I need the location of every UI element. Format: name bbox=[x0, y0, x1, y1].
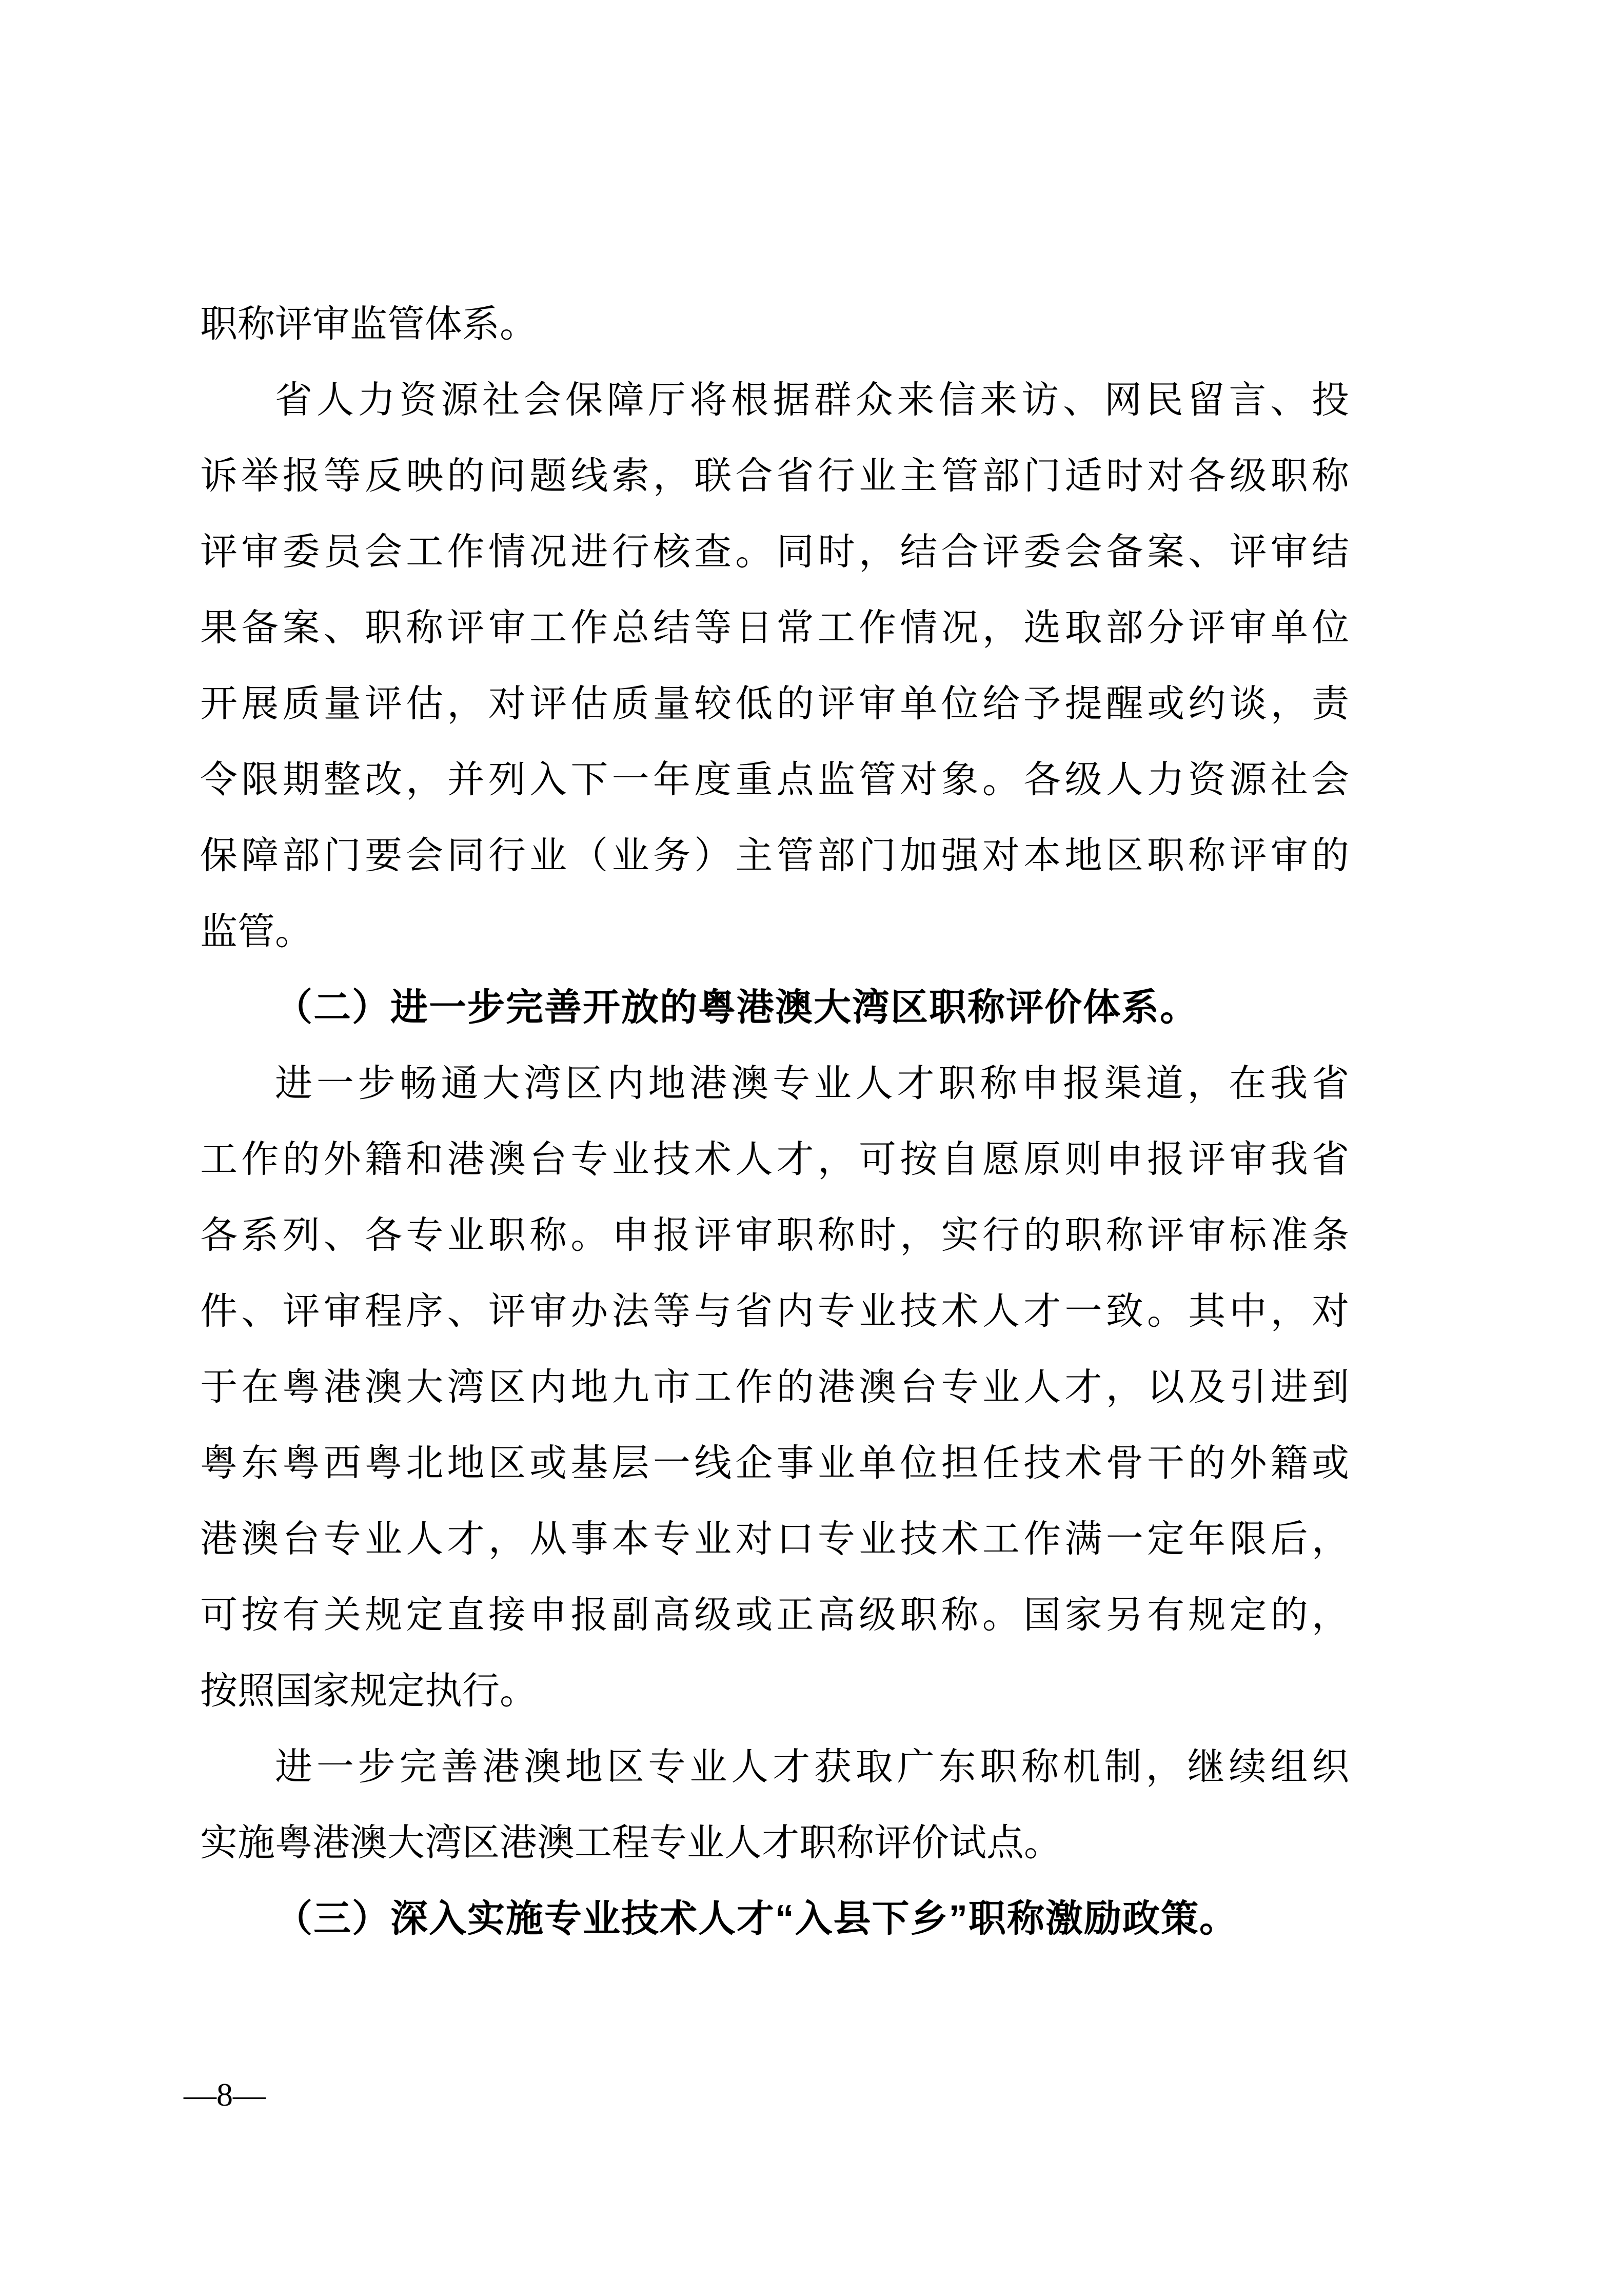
section-heading: （三）深入实施专业技术人才“入县下乡”职称激励政策。 bbox=[275, 1898, 1238, 1939]
text-line: 粤东粤西粤北地区或基层一线企事业单位担任技术骨干的外籍或 bbox=[200, 1442, 1349, 1484]
text-line: 件、评审程序、评审办法等与省内专业技术人才一致。其中，对 bbox=[200, 1290, 1349, 1332]
text-line: 开展质量评估，对评估质量较低的评审单位给予提醒或约谈，责 bbox=[200, 683, 1349, 724]
text-line: 于在粤港澳大湾区内地九市工作的港澳台专业人才，以及引进到 bbox=[200, 1366, 1349, 1408]
text-line: 令限期整改，并列入下一年度重点监管对象。各级人力资源社会 bbox=[200, 759, 1349, 800]
text-line: 按照国家规定执行。 bbox=[200, 1670, 537, 1712]
page-number: —8— bbox=[184, 2076, 266, 2113]
text-line: 职称评审监管体系。 bbox=[200, 303, 537, 345]
text-line: 港澳台专业人才，从事本专业对口专业技术工作满一定年限后， bbox=[200, 1518, 1349, 1560]
text-line: 各系列、各专业职称。申报评审职称时，实行的职称评审标准条 bbox=[200, 1214, 1349, 1256]
text-line: 进一步畅通大湾区内地港澳专业人才职称申报渠道，在我省 bbox=[275, 1063, 1349, 1104]
document-body bbox=[200, 286, 1349, 1957]
text-line: 监管。 bbox=[200, 911, 312, 952]
text-line: 可按有关规定直接申报副高级或正高级职称。国家另有规定的， bbox=[200, 1594, 1349, 1636]
text-line: 实施粤港澳大湾区港澳工程专业人才职称评价试点。 bbox=[200, 1822, 1061, 1863]
text-line: 进一步完善港澳地区专业人才获取广东职称机制，继续组织 bbox=[275, 1746, 1349, 1788]
text-line: 评审委员会工作情况进行核查。同时，结合评委会备案、评审结 bbox=[200, 531, 1349, 573]
text-line: 保障部门要会同行业（业务）主管部门加强对本地区职称评审的 bbox=[200, 835, 1349, 876]
text-line: 诉举报等反映的问题线索，联合省行业主管部门适时对各级职称 bbox=[200, 455, 1349, 497]
section-heading: （二）进一步完善开放的粤港澳大湾区职称评价体系。 bbox=[275, 987, 1198, 1028]
text-line: 果备案、职称评审工作总结等日常工作情况，选取部分评审单位 bbox=[200, 607, 1349, 649]
text-line: 省人力资源社会保障厅将根据群众来信来访、网民留言、投 bbox=[275, 379, 1349, 421]
text-line: 工作的外籍和港澳台专业技术人才，可按自愿原则申报评审我省 bbox=[200, 1139, 1349, 1180]
